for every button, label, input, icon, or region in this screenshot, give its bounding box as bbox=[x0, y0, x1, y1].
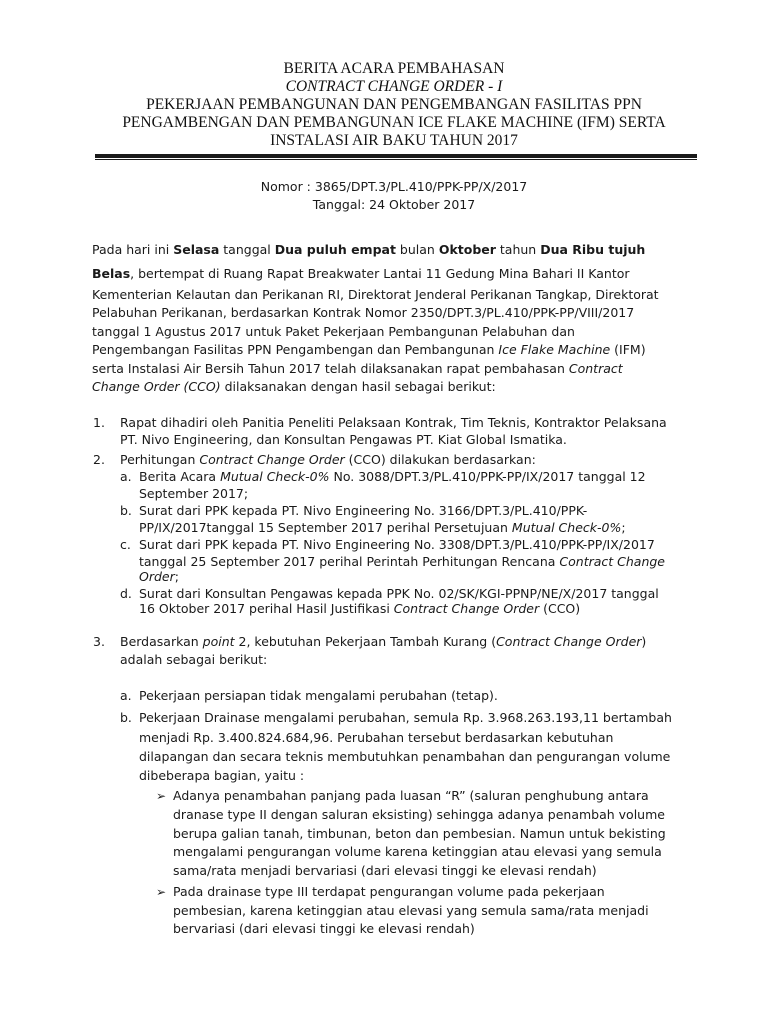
text: serta Instalasi Air Bersih Tahun 2017 telah dilaksanakan rapat pembahasan bbox=[92, 361, 569, 376]
text: 2, kebutuhan Pekerjaan Tambah Kurang ( bbox=[234, 634, 497, 649]
sublist-text: menjadi Rp. 3.400.824.684,96. Perubahan tersebut berdasarkan kebutuhan bbox=[139, 730, 614, 745]
italic-term: point bbox=[202, 634, 235, 649]
date-words: Dua puluh empat bbox=[274, 242, 396, 257]
intro-line bbox=[92, 264, 630, 283]
bullet-text: Adanya penambahan panjang pada luasan “R” (saluran penghubung antara bbox=[173, 788, 649, 803]
intro-line: Kementerian Kelautan dan Perikanan RI, Direktorat Jenderal Perikanan Tangkap, Direktorat bbox=[92, 287, 659, 302]
bullet-text: sama/rata menjadi bervariasi (dari elevasi tinggi ke elevasi rendah) bbox=[173, 863, 597, 878]
text: 16 Oktober 2017 perihal Hasil Justifikasi bbox=[139, 601, 394, 616]
text: ) bbox=[641, 634, 647, 649]
sublist-label: a. bbox=[120, 469, 132, 484]
list-text bbox=[120, 632, 646, 651]
title-line: INSTALASI AIR BAKU TAHUN 2017 bbox=[270, 132, 518, 149]
italic-term: Change Order (CCO) bbox=[92, 379, 221, 394]
document-number: Nomor : 3865/DPT.3/PL.410/PPK-PP/X/2017 bbox=[260, 179, 528, 194]
sublist-text: Surat dari PPK kepada PT. Nivo Engineering No. 3166/DPT.3/PL.410/PPK- bbox=[139, 503, 588, 518]
title-subtitle: CONTRACT CHANGE ORDER - I bbox=[285, 78, 503, 95]
list-text: Rapat dihadiri oleh Panitia Peneliti Pelaksaan Kontrak, Tim Teknis, Kontraktor Pelaksana bbox=[120, 415, 667, 430]
bullet-text: mengalami pengurangan volume karena ketinggian atau elevasi yang semula bbox=[173, 844, 662, 859]
text: tanggal 25 September 2017 perihal Perintah Perhitungan Rencana bbox=[139, 554, 560, 569]
title-line: PENGAMBENGAN DAN PEMBANGUNAN ICE FLAKE MACHINE (IFM) SERTA bbox=[122, 114, 666, 131]
sublist-text bbox=[139, 599, 580, 618]
intro-line bbox=[92, 377, 496, 396]
italic-term: Mutual Check-0% bbox=[220, 469, 330, 484]
title-line: PEKERJAAN PEMBANGUNAN DAN PENGEMBANGAN FASILITAS PPN bbox=[146, 96, 642, 113]
sublist-label: b. bbox=[120, 503, 132, 518]
intro-line bbox=[92, 359, 623, 378]
text: (IFM) bbox=[610, 342, 646, 357]
document-date: Tanggal: 24 Oktober 2017 bbox=[312, 197, 476, 212]
title-divider-thick bbox=[95, 154, 697, 158]
title-divider-thin bbox=[95, 159, 697, 160]
sublist-label: d. bbox=[120, 586, 132, 601]
text: , bertempat di Ruang Rapat Breakwater Lantai 11 Gedung Mina Bahari II Kantor bbox=[130, 266, 630, 281]
text: tanggal bbox=[219, 242, 275, 257]
text: PP/IX/2017tanggal 15 September 2017 perihal Persetujuan bbox=[139, 520, 512, 535]
sublist-text: Pekerjaan Drainase mengalami perubahan, semula Rp. 3.968.263.193,11 bertambah bbox=[139, 710, 672, 725]
intro-line: Pelabuhan Perikanan, berdasarkan Kontrak Nomor 2350/DPT.3/PL.410/PPK-PP/VIII/2017 bbox=[92, 305, 635, 320]
list-text: PT. Nivo Engineering, dan Konsultan Pengawas PT. Kiat Global Ismatika. bbox=[120, 432, 567, 447]
text: Pengembangan Fasilitas PPN Pengambengan dan Pembangunan bbox=[92, 342, 499, 357]
italic-term: Contract Change Order bbox=[199, 452, 345, 467]
document-title bbox=[92, 60, 696, 150]
text: Berita Acara bbox=[139, 469, 221, 484]
text: No. 3088/DPT.3/PL.410/PPK-PP/IX/2017 tanggal 12 bbox=[329, 469, 646, 484]
italic-term: Contract Change Order bbox=[393, 601, 540, 616]
text: dilaksanakan dengan hasil sebagai berikut: bbox=[220, 379, 496, 394]
bullet-text: dranase type II dengan saluran eksisting) sehingga adanya penambah volume bbox=[173, 807, 665, 822]
list-number: 1. bbox=[93, 415, 105, 430]
title-line: BERITA ACARA PEMBAHASAN bbox=[283, 60, 505, 77]
arrow-bullet-icon: ➢ bbox=[156, 885, 167, 899]
intro-line bbox=[92, 340, 646, 359]
year-words: Dua Ribu tujuh bbox=[540, 242, 646, 257]
bullet-text: bervariasi (dari elevasi tinggi ke elevasi rendah) bbox=[173, 921, 475, 936]
bullet-text: berupa galian tanah, timbunan, beton dan pembesian. Namun untuk bekisting bbox=[173, 826, 666, 841]
intro-line: tanggal 1 Agustus 2017 untuk Paket Pekerjaan Pembangunan Pelabuhan dan bbox=[92, 324, 575, 339]
sublist-text: Surat dari PPK kepada PT. Nivo Engineering No. 3308/DPT.3/PL.410/PPK-PP/IX/2017 bbox=[139, 537, 655, 552]
sublist-label: b. bbox=[120, 710, 132, 725]
italic-term: Contract Change bbox=[559, 554, 665, 569]
italic-term: Ice Flake Machine bbox=[498, 342, 611, 357]
sublist-text: Surat dari Konsultan Pengawas kepada PPK No. 02/SK/KGI-PPNP/NE/X/2017 tanggal bbox=[139, 586, 659, 601]
text: (CCO) dilakukan berdasarkan: bbox=[344, 452, 536, 467]
italic-term: Order bbox=[139, 569, 175, 584]
text: ; bbox=[174, 569, 179, 584]
intro-line bbox=[92, 240, 645, 259]
sublist-text: Pekerjaan persiapan tidak mengalami perubahan (tetap). bbox=[139, 688, 498, 703]
bullet-text: Pada drainase type III terdapat pengurangan volume pada pekerjaan bbox=[173, 884, 605, 899]
italic-term: Contract bbox=[568, 361, 623, 376]
list-number: 3. bbox=[93, 634, 105, 649]
text: Perhitungan bbox=[120, 452, 200, 467]
sublist-text: September 2017; bbox=[139, 486, 249, 501]
italic-term: Contract Change Order bbox=[496, 634, 642, 649]
sublist-text bbox=[139, 552, 665, 571]
day-name: Selasa bbox=[173, 242, 220, 257]
text: tahun bbox=[495, 242, 541, 257]
year-words: Belas bbox=[92, 266, 131, 281]
list-text: adalah sebagai berikut: bbox=[120, 652, 268, 667]
text: bulan bbox=[395, 242, 439, 257]
month-name: Oktober bbox=[438, 242, 496, 257]
sublist-label: a. bbox=[120, 688, 132, 703]
text: ; bbox=[621, 520, 626, 535]
text: Berdasarkan bbox=[120, 634, 203, 649]
text: Pada hari ini bbox=[92, 242, 174, 257]
sublist-text: dilapangan dan secara teknis membutuhkan penambahan dan pengurangan volume bbox=[139, 749, 671, 764]
italic-term: Mutual Check-0% bbox=[511, 520, 622, 535]
sublist-text: dibeberapa bagian, yaitu : bbox=[139, 768, 305, 783]
arrow-bullet-icon: ➢ bbox=[156, 789, 167, 803]
list-number: 2. bbox=[93, 452, 105, 467]
bullet-text: pembesian, karena ketinggian atau elevasi yang semula sama/rata menjadi bbox=[173, 903, 649, 918]
text: (CCO) bbox=[539, 601, 581, 616]
sublist-label: c. bbox=[120, 537, 131, 552]
